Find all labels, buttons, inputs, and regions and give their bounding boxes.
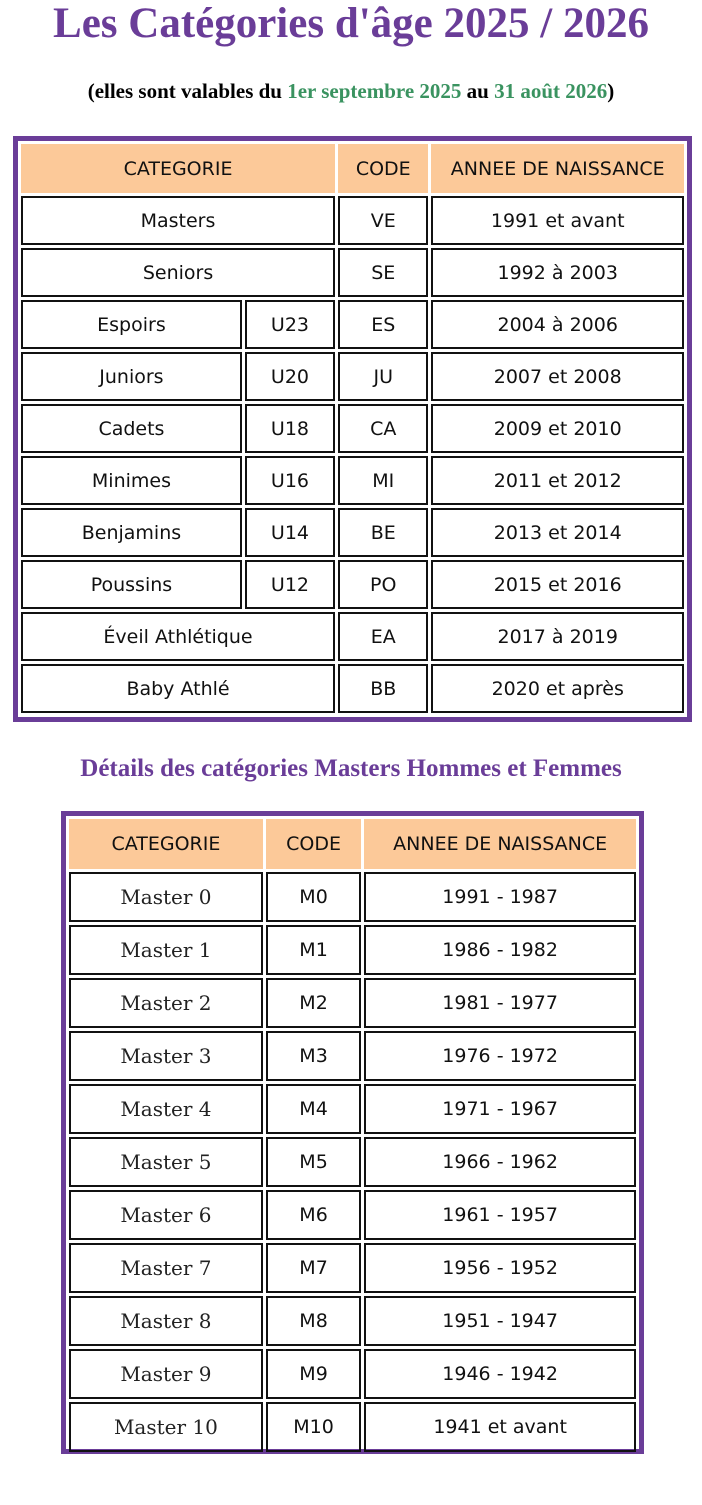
subtitle-mid: au [461,79,495,103]
header-annee: ANNEE DE NAISSANCE [431,144,684,193]
table-row [69,1190,636,1240]
birth-years-cell: 2009 et 2010 [431,404,684,453]
code-cell: M6 [266,1190,361,1240]
table-row [21,508,684,557]
subtitle-suffix: ) [607,79,615,103]
page-title: Les Catégories d'âge 2025 / 2026 [53,0,649,47]
category-cell: Minimes [21,456,242,505]
master-category-cell: Master 10 [69,1402,263,1452]
table-row [21,248,684,297]
age-categories-table [18,141,687,716]
code-cell: M5 [266,1137,361,1187]
birth-years-cell: 1961 - 1957 [364,1190,636,1240]
age-group-cell: U23 [245,300,335,349]
table-row [21,352,684,401]
masters-section-title: Détails des catégories Masters Hommes et Femmes [80,755,622,782]
age-group-cell: U20 [245,352,335,401]
table-header-row [21,144,684,193]
master-category-cell: Master 3 [69,1031,263,1081]
header-code: CODE [266,819,361,869]
birth-years-cell: 2004 à 2006 [431,300,684,349]
code-cell: JU [338,352,428,401]
age-group-cell: U18 [245,404,335,453]
category-cell: Éveil Athlétique [21,612,335,661]
category-cell: Espoirs [21,300,242,349]
category-cell: Masters [21,196,335,245]
birth-years-cell: 2007 et 2008 [431,352,684,401]
category-cell: Juniors [21,352,242,401]
master-category-cell: Master 4 [69,1084,263,1134]
category-cell: Poussins [21,560,242,609]
subtitle-prefix: (elles sont valables du [87,79,288,103]
table-row [69,1031,636,1081]
code-cell: M4 [266,1084,361,1134]
table-row [69,978,636,1028]
age-group-cell: U16 [245,456,335,505]
code-cell: SE [338,248,428,297]
age-categories-body [21,144,684,713]
masters-table-frame [61,811,644,1454]
code-cell: ES [338,300,428,349]
age-categories-table-frame [13,136,692,722]
table-row [69,872,636,922]
birth-years-cell: 1992 à 2003 [431,248,684,297]
category-cell: Baby Athlé [21,664,335,713]
birth-years-cell: 1946 - 1942 [364,1349,636,1399]
table-row [69,1137,636,1187]
header-categorie: CATEGORIE [69,819,263,869]
code-cell: M0 [266,872,361,922]
birth-years-cell: 1981 - 1977 [364,978,636,1028]
birth-years-cell: 2013 et 2014 [431,508,684,557]
code-cell: M8 [266,1296,361,1346]
code-cell: M9 [266,1349,361,1399]
code-cell: BB [338,664,428,713]
table-row [69,1349,636,1399]
birth-years-cell: 2015 et 2016 [431,560,684,609]
table-row [69,1243,636,1293]
category-cell: Seniors [21,248,335,297]
header-categorie: CATEGORIE [21,144,335,193]
code-cell: M2 [266,978,361,1028]
category-cell: Cadets [21,404,242,453]
table-row [21,612,684,661]
table-row [21,456,684,505]
table-header-row [69,819,636,869]
birth-years-cell: 2017 à 2019 [431,612,684,661]
code-cell: PO [338,560,428,609]
table-row [69,1296,636,1346]
table-row [21,404,684,453]
code-cell: MI [338,456,428,505]
table-row [21,300,684,349]
master-category-cell: Master 1 [69,925,263,975]
master-category-cell: Master 5 [69,1137,263,1187]
master-category-cell: Master 6 [69,1190,263,1240]
subtitle-end-date: 31 août 2026 [494,79,608,103]
code-cell: M10 [266,1402,361,1452]
birth-years-cell: 2020 et après [431,664,684,713]
age-group-cell: U14 [245,508,335,557]
code-cell: M3 [266,1031,361,1081]
header-annee: ANNEE DE NAISSANCE [364,819,636,869]
masters-body [69,819,636,1452]
table-row [69,925,636,975]
header-code: CODE [338,144,428,193]
code-cell: BE [338,508,428,557]
category-cell: Benjamins [21,508,242,557]
birth-years-cell: 2011 et 2012 [431,456,684,505]
validity-subtitle [0,78,702,104]
birth-years-cell: 1971 - 1967 [364,1084,636,1134]
birth-years-cell: 1991 et avant [431,196,684,245]
birth-years-cell: 1986 - 1982 [364,925,636,975]
birth-years-cell: 1966 - 1962 [364,1137,636,1187]
birth-years-cell: 1976 - 1972 [364,1031,636,1081]
birth-years-cell: 1991 - 1987 [364,872,636,922]
table-row [21,196,684,245]
birth-years-cell: 1956 - 1952 [364,1243,636,1293]
code-cell: EA [338,612,428,661]
master-category-cell: Master 8 [69,1296,263,1346]
table-row [21,560,684,609]
code-cell: M7 [266,1243,361,1293]
code-cell: CA [338,404,428,453]
code-cell: VE [338,196,428,245]
code-cell: M1 [266,925,361,975]
master-category-cell: Master 0 [69,872,263,922]
subtitle-start-date: 1er septembre 2025 [287,79,462,103]
table-row [21,664,684,713]
birth-years-cell: 1941 et avant [364,1402,636,1452]
age-group-cell: U12 [245,560,335,609]
masters-table [66,816,639,1455]
master-category-cell: Master 9 [69,1349,263,1399]
master-category-cell: Master 2 [69,978,263,1028]
table-row [69,1402,636,1452]
master-category-cell: Master 7 [69,1243,263,1293]
birth-years-cell: 1951 - 1947 [364,1296,636,1346]
table-row [69,1084,636,1134]
